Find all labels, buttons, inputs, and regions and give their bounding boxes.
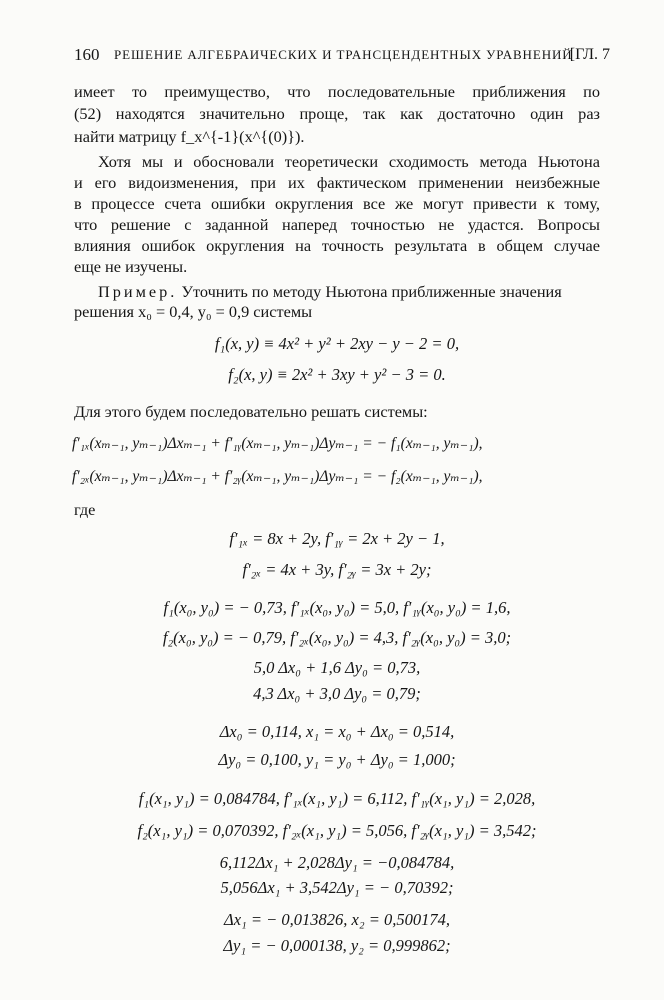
linear-system-equation-1: f′₁ₓ(xₘ₋₁, yₘ₋₁)Δxₘ₋₁ + f′₁ᵧ(xₘ₋₁, yₘ₋₁)Δyₘ₋₁ = − f₁(xₘ₋₁, yₘ₋₁), [72, 435, 483, 452]
running-title: РЕШЕНИЕ АЛГЕБРАИЧЕСКИХ И ТРАНСЦЕНДЕНТНЫХ УРАВНЕНИЙ [114, 47, 573, 62]
paragraph-1-line-2: (52) находятся значительно проще, так как достаточно один раз [74, 104, 600, 123]
step-0-result-row-2: Δy₀ = 0,100, y₁ = y₀ + Δy₀ = 1,000; [218, 750, 456, 769]
example-line-2: решения x₀ = 0,4, y₀ = 0,9 системы [74, 302, 313, 321]
step-1-values-row-2: f₂(x₁, y₁) = 0,070392, f′₂ₓ(x₁, y₁) = 5,056, f′₂ᵧ(x₁, y₁) = 3,542; [137, 821, 537, 840]
derivatives-row-2: f′₂ₓ = 4x + 3y, f′₂ᵧ = 3x + 2y; [242, 560, 432, 579]
running-header [74, 44, 610, 66]
derivatives-row-1: f′₁ₓ = 8x + 2y, f′₁ᵧ = 2x + 2y − 1, [229, 529, 445, 548]
step-1-result-row-2: Δy₁ = − 0,000138, y₂ = 0,999862; [223, 936, 451, 955]
step-1-system-row-2: 5,056Δx₁ + 3,542Δy₁ = − 0,70392; [220, 878, 454, 897]
initial-values-row-2: f₂(x₀, y₀) = − 0,79, f′₂ₓ(x₀, y₀) = 4,3, f′₂ᵧ(x₀, y₀) = 3,0; [162, 628, 512, 647]
step-0-system-row-1: 5,0 Δx₀ + 1,6 Δy₀ = 0,73, [253, 658, 421, 677]
system-equation-1: f₁(x, y) ≡ 4x² + y² + 2xy − y − 2 = 0, [214, 334, 460, 353]
page-number: 160 [74, 45, 100, 64]
system-equation-2: f₂(x, y) ≡ 2x² + 3xy + y² − 3 = 0. [228, 365, 446, 384]
step-0-result-row-1: Δx₀ = 0,114, x₁ = x₀ + Δx₀ = 0,514, [219, 722, 455, 741]
paragraph-2-line-1: Хотя мы и обосновали теоретически сходимость метода Ньютона [98, 152, 600, 171]
step-0-system-row-2: 4,3 Δx₀ + 3,0 Δy₀ = 0,79; [253, 684, 421, 703]
paragraph-2-line-3: в процессе счета ошибки округления все же могут привести к тому, [74, 194, 600, 213]
paragraph-1-line-3: найти матрицу f_x^{-1}(x^{(0)}). [74, 127, 305, 146]
step-1-values-row-1: f₁(x₁, y₁) = 0,084784, f′₁ₓ(x₁, y₁) = 6,112, f′₁ᵧ(x₁, y₁) = 2,028, [138, 789, 536, 808]
paragraph-2-line-5: влияния ошибок округления на точность результата в общем случае [74, 236, 600, 255]
paragraph-2-line-6: еще не изучены. [74, 257, 188, 276]
step-1-system-row-1: 6,112Δx₁ + 2,028Δy₁ = −0,084784, [219, 853, 455, 872]
example-task: Уточнить по методу Ньютона приближенные значения [181, 282, 562, 301]
paragraph-2-line-4: что решение с заданной наперед точностью не удастся. Вопросы [74, 215, 600, 234]
linear-system-equation-2: f′₂ₓ(xₘ₋₁, yₘ₋₁)Δxₘ₋₁ + f′₂ᵧ(xₘ₋₁, yₘ₋₁)Δyₘ₋₁ = − f₂(xₘ₋₁, yₘ₋₁), [72, 468, 483, 485]
chapter-label: [ГЛ. 7 [569, 46, 610, 63]
example-line-1 [98, 282, 600, 302]
intro-sentence: Для этого будем последовательно решать системы: [74, 402, 428, 421]
step-1-result-row-1: Δx₁ = − 0,013826, x₂ = 0,500174, [224, 910, 450, 929]
where-word: где [74, 500, 96, 519]
paragraph-1-line-1: имеет то преимущество, что последовательные приближения по [74, 82, 600, 101]
example-label: Пример. [98, 282, 178, 301]
initial-values-row-1: f₁(x₀, y₀) = − 0,73, f′₁ₓ(x₀, y₀) = 5,0, f′₁ᵧ(x₀, y₀) = 1,6, [163, 598, 511, 617]
paragraph-2-line-2: и его видоизменения, при их фактическом применении неизбежные [74, 173, 600, 192]
